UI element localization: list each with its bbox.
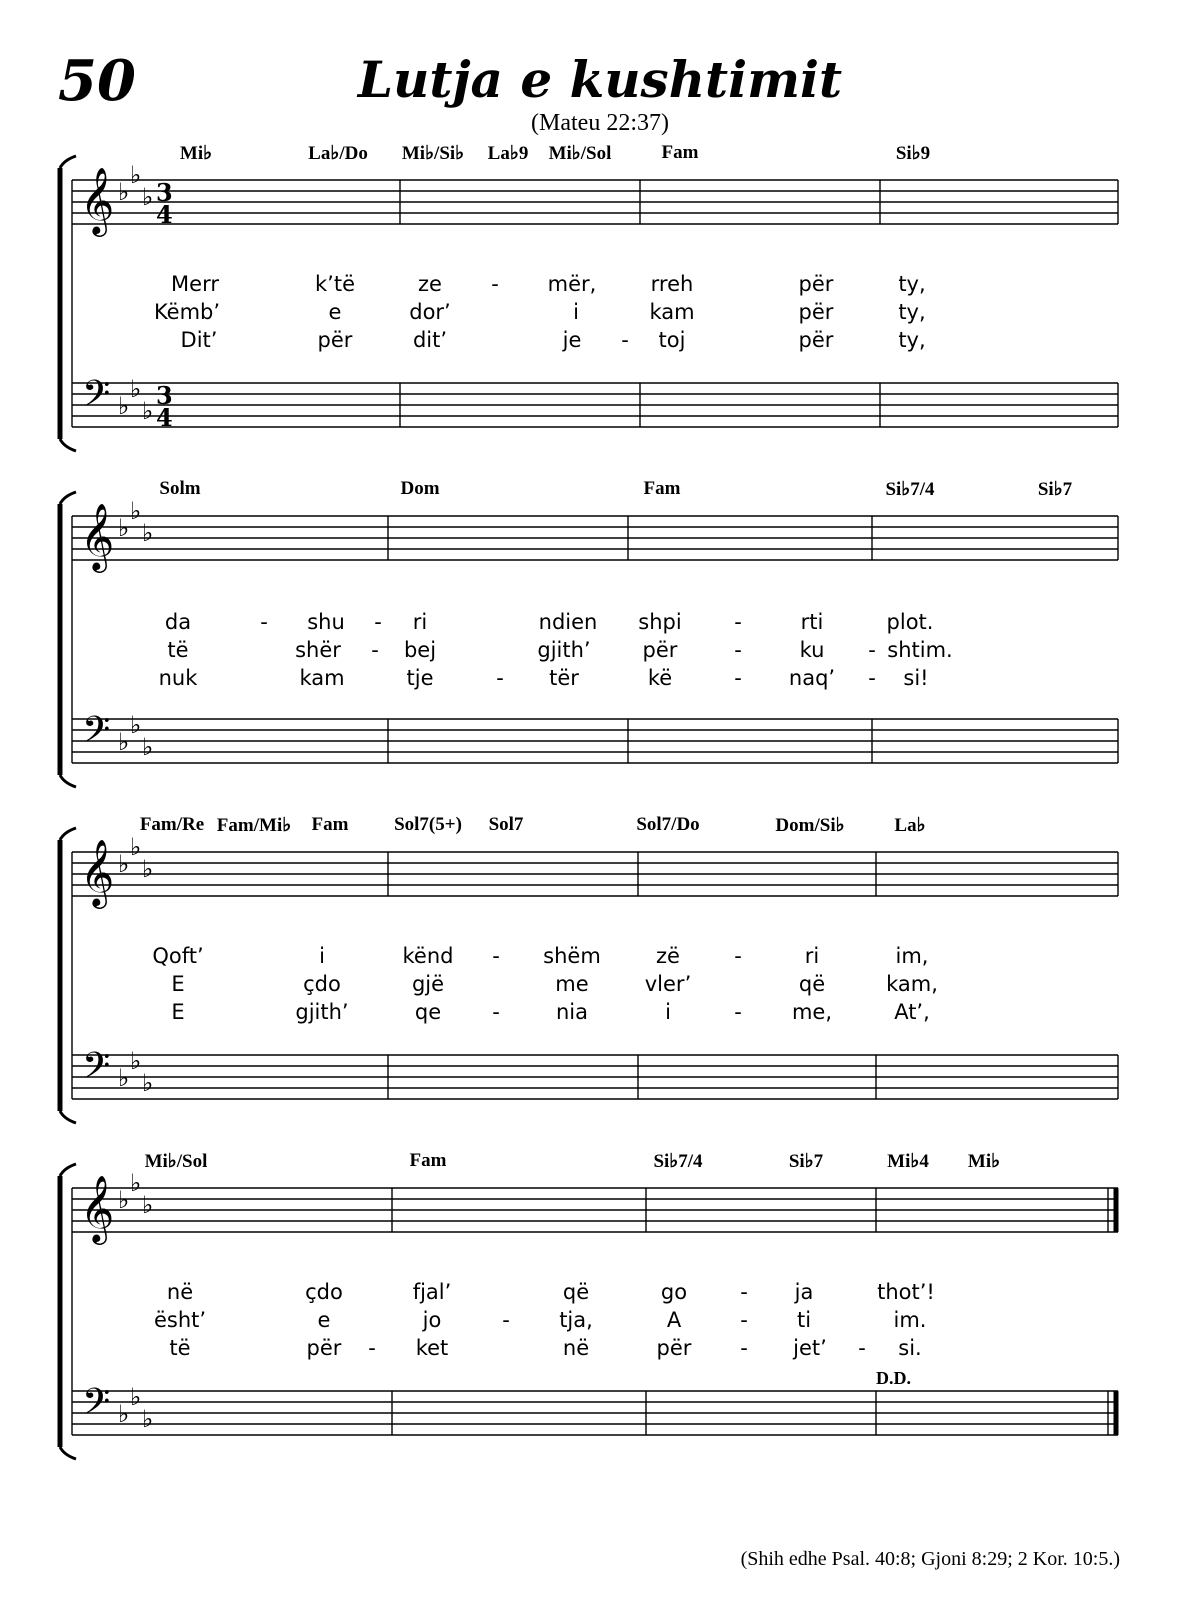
chord-symbol: Fam/Re xyxy=(139,814,205,835)
lyric-syllable: për xyxy=(656,1336,692,1360)
treble-clef: 𝄞 xyxy=(80,838,115,906)
flat-sign: ♭ xyxy=(142,1069,154,1097)
lyric-syllable: kënd xyxy=(402,944,454,968)
lyric-syllable: - xyxy=(740,1308,748,1332)
chord-symbol: Si♭7/4 xyxy=(885,479,935,500)
lyric-syllable: ja xyxy=(794,1280,814,1304)
chord-symbol: Mi♭/Sol xyxy=(548,143,612,164)
flat-sign: ♭ xyxy=(130,1047,142,1075)
lyric-syllable: - xyxy=(491,272,499,296)
flat-sign: ♭ xyxy=(118,850,130,878)
flat-sign: ♭ xyxy=(118,728,130,756)
lyric-syllable: kam xyxy=(299,666,345,690)
lyric-syllable: k’të xyxy=(315,272,355,296)
lyric-syllable: im. xyxy=(893,1308,927,1332)
bracket-bottom-hook xyxy=(60,775,76,787)
lyric-syllable: rti xyxy=(800,610,824,634)
lyric-syllable: im, xyxy=(895,944,929,968)
lyric-syllable: - xyxy=(621,328,629,352)
flat-sign: ♭ xyxy=(118,178,130,206)
time-signature-treble-bottom: 4 xyxy=(156,200,173,229)
lyric-syllable: - xyxy=(868,638,876,662)
lyric-syllable: në xyxy=(166,1280,194,1304)
bracket-top-hook xyxy=(60,828,76,840)
chord-symbol: Fam xyxy=(661,142,699,163)
flat-sign: ♭ xyxy=(142,855,154,883)
footnote: (Shih edhe Psal. 40:8; Gjoni 8:29; 2 Kor. 10:5.) xyxy=(740,1548,1120,1570)
chord-symbol: Dom xyxy=(400,478,440,499)
flat-sign: ♭ xyxy=(142,1191,154,1219)
music-system-1 xyxy=(0,140,1200,470)
lyric-syllable: - xyxy=(496,666,504,690)
lyric-syllable: qe xyxy=(414,1000,442,1024)
lyric-syllable: - xyxy=(734,944,742,968)
lyric-syllable: E xyxy=(171,1000,185,1024)
flat-sign: ♭ xyxy=(130,833,142,861)
chord-symbol: La♭/Do xyxy=(308,143,368,164)
lyric-syllable: thot’! xyxy=(877,1280,935,1304)
lyric-syllable: vler’ xyxy=(644,972,692,996)
lyric-syllable: tja, xyxy=(559,1308,593,1332)
chord-symbol: Si♭7/4 xyxy=(653,1151,703,1172)
lyric-syllable: gjë xyxy=(411,972,445,996)
lyric-syllable: - xyxy=(868,666,876,690)
lyric-syllable: për xyxy=(317,328,353,352)
lyric-syllable: rreh xyxy=(650,272,694,296)
lyric-syllable: i xyxy=(319,944,325,968)
lyric-syllable: kë xyxy=(647,666,673,690)
lyric-syllable: me, xyxy=(791,1000,833,1024)
lyric-syllable: - xyxy=(734,666,742,690)
lyric-syllable: tje xyxy=(406,666,434,690)
lyric-syllable: je xyxy=(562,328,582,352)
music-system-3 xyxy=(0,812,1200,1142)
lyric-syllable: Qoft’ xyxy=(152,944,204,968)
lyric-syllable: - xyxy=(374,610,382,634)
lyric-syllable: për xyxy=(642,638,678,662)
lyric-syllable: toj xyxy=(658,328,686,352)
hymn-title: Lutja e kushtimit xyxy=(357,50,843,109)
lyric-syllable: - xyxy=(858,1336,866,1360)
flat-sign: ♭ xyxy=(118,392,130,420)
lyric-syllable: ze xyxy=(418,272,442,296)
flat-sign: ♭ xyxy=(142,733,154,761)
lyric-syllable: Dit’ xyxy=(180,328,218,352)
time-signature-bass-bottom: 4 xyxy=(156,403,173,432)
flat-sign: ♭ xyxy=(118,1400,130,1428)
lyric-syllable: - xyxy=(368,1336,376,1360)
lyric-syllable: nia xyxy=(555,1000,589,1024)
bass-clef: 𝄢 xyxy=(82,373,111,424)
flat-sign: ♭ xyxy=(130,375,142,403)
lyric-syllable: jet’ xyxy=(793,1336,827,1360)
bracket-top-hook xyxy=(60,1164,76,1176)
lyric-syllable: ty, xyxy=(898,272,926,296)
music-system-4 xyxy=(0,1148,1200,1478)
chord-symbol: Si♭7 xyxy=(788,1151,824,1172)
lyric-syllable: plot. xyxy=(886,610,934,634)
chord-symbol: Fam xyxy=(643,478,681,499)
lyric-syllable: dit’ xyxy=(412,328,448,352)
lyric-syllable: ty, xyxy=(898,328,926,352)
lyric-syllable: - xyxy=(260,610,268,634)
lyric-syllable: të xyxy=(169,1336,191,1360)
flat-sign: ♭ xyxy=(130,497,142,525)
chord-symbol: Mi♭/Sol xyxy=(144,1151,208,1172)
lyric-syllable: çdo xyxy=(303,972,341,996)
flat-sign: ♭ xyxy=(130,711,142,739)
treble-clef: 𝄞 xyxy=(80,502,115,570)
flat-sign: ♭ xyxy=(142,519,154,547)
lyric-syllable: shëm xyxy=(543,944,601,968)
flat-sign: ♭ xyxy=(130,161,142,189)
music-system-2 xyxy=(0,476,1200,806)
lyric-syllable: ri xyxy=(804,944,820,968)
bracket-top-hook xyxy=(60,492,76,504)
bass-clef: 𝄢 xyxy=(82,709,111,760)
lyric-syllable: fjal’ xyxy=(412,1280,452,1304)
lyric-syllable: - xyxy=(734,638,742,662)
lyric-syllable: me xyxy=(555,972,589,996)
lyric-syllable: shu xyxy=(307,610,345,634)
lyric-syllable: At’, xyxy=(894,1000,930,1024)
lyric-syllable: në xyxy=(562,1336,590,1360)
lyric-syllable: Merr xyxy=(171,272,219,296)
time-signature-bass-top: 3 xyxy=(156,381,173,410)
chord-symbol: La♭9 xyxy=(487,143,529,164)
lyric-syllable: për xyxy=(306,1336,342,1360)
flat-sign: ♭ xyxy=(130,1383,142,1411)
lyric-syllable: Këmb’ xyxy=(153,300,221,324)
chord-symbol: Si♭7 xyxy=(1037,479,1073,500)
lyric-syllable: zë xyxy=(656,944,680,968)
lyric-syllable: - xyxy=(371,638,379,662)
flat-sign: ♭ xyxy=(142,397,154,425)
lyric-syllable: kam, xyxy=(886,972,938,996)
dd-marking: D.D. xyxy=(876,1368,911,1388)
chord-symbol: Sol7(5+) xyxy=(394,814,462,835)
lyric-syllable: dor’ xyxy=(409,300,451,324)
scripture-reference: (Mateu 22:37) xyxy=(531,110,669,136)
lyric-syllable: të xyxy=(167,638,189,662)
lyric-syllable: E xyxy=(171,972,185,996)
chord-symbol: Fam xyxy=(311,814,349,835)
lyric-syllable: mër, xyxy=(547,272,597,296)
lyric-syllable: shër xyxy=(295,638,341,662)
flat-sign: ♭ xyxy=(118,1186,130,1214)
lyric-syllable: shpi xyxy=(638,610,682,634)
chord-symbol: La♭ xyxy=(894,815,926,836)
lyric-syllable: për xyxy=(798,300,834,324)
flat-sign: ♭ xyxy=(142,183,154,211)
chord-symbol: Sol7 xyxy=(488,814,524,835)
lyric-syllable: - xyxy=(740,1280,748,1304)
lyric-syllable: për xyxy=(798,328,834,352)
lyric-syllable: nuk xyxy=(158,666,198,690)
lyric-syllable: gjith’ xyxy=(295,1000,349,1024)
hymn-number: 50 xyxy=(58,48,136,114)
lyric-syllable: - xyxy=(734,1000,742,1024)
bracket-bottom-hook xyxy=(60,439,76,451)
bass-clef: 𝄢 xyxy=(82,1381,111,1432)
lyric-syllable: - xyxy=(734,610,742,634)
lyric-syllable: ësht’ xyxy=(153,1308,207,1332)
lyric-syllable: A xyxy=(666,1308,682,1332)
lyric-syllable: da xyxy=(164,610,192,634)
flat-sign: ♭ xyxy=(142,1405,154,1433)
lyric-syllable: e xyxy=(317,1308,331,1332)
lyric-syllable: - xyxy=(740,1336,748,1360)
chord-symbol: Mi♭4 xyxy=(887,1151,929,1172)
chord-symbol: Solm xyxy=(159,478,201,499)
chord-symbol: Fam/Mi♭ xyxy=(216,815,292,836)
chord-symbol: Mi♭/Si♭ xyxy=(401,143,465,164)
chord-symbol: Mi♭ xyxy=(967,1151,1001,1172)
lyric-syllable: i xyxy=(665,1000,671,1024)
lyric-syllable: kam xyxy=(649,300,695,324)
time-signature-treble-top: 3 xyxy=(156,178,173,207)
lyric-syllable: - xyxy=(502,1308,510,1332)
chord-symbol: Si♭9 xyxy=(895,143,931,164)
lyric-syllable: ket xyxy=(415,1336,449,1360)
chord-symbol: Dom/Si♭ xyxy=(775,815,845,836)
lyric-syllable: gjith’ xyxy=(537,638,591,662)
treble-clef: 𝄞 xyxy=(80,1174,115,1242)
flat-sign: ♭ xyxy=(130,1169,142,1197)
lyric-syllable: shtim. xyxy=(887,638,953,662)
lyric-syllable: e xyxy=(328,300,342,324)
lyric-syllable: bej xyxy=(403,638,437,662)
bracket-bottom-hook xyxy=(60,1447,76,1459)
chord-symbol: Mi♭ xyxy=(179,143,213,164)
lyric-syllable: tër xyxy=(549,666,579,690)
lyric-syllable: si! xyxy=(903,666,929,690)
lyric-syllable: si. xyxy=(898,1336,922,1360)
bracket-top-hook xyxy=(60,156,76,168)
lyric-syllable: që xyxy=(798,972,826,996)
lyric-syllable: go xyxy=(660,1280,688,1304)
chord-symbol: Sol7/Do xyxy=(636,814,700,835)
lyric-syllable: jo xyxy=(422,1308,442,1332)
flat-sign: ♭ xyxy=(118,1064,130,1092)
lyric-syllable: - xyxy=(492,944,500,968)
lyric-syllable: ty, xyxy=(898,300,926,324)
lyric-syllable: i xyxy=(573,300,579,324)
bass-clef: 𝄢 xyxy=(82,1045,111,1096)
lyric-syllable: naq’ xyxy=(788,666,836,690)
bracket-bottom-hook xyxy=(60,1111,76,1123)
lyric-syllable: për xyxy=(798,272,834,296)
flat-sign: ♭ xyxy=(118,514,130,542)
lyric-syllable: që xyxy=(562,1280,590,1304)
lyric-syllable: ndien xyxy=(538,610,598,634)
treble-clef: 𝄞 xyxy=(80,166,115,234)
lyric-syllable: ri xyxy=(412,610,428,634)
lyric-syllable: çdo xyxy=(305,1280,343,1304)
lyric-syllable: - xyxy=(492,1000,500,1024)
lyric-syllable: ti xyxy=(796,1308,812,1332)
chord-symbol: Fam xyxy=(409,1150,447,1171)
lyric-syllable: ku xyxy=(799,638,825,662)
